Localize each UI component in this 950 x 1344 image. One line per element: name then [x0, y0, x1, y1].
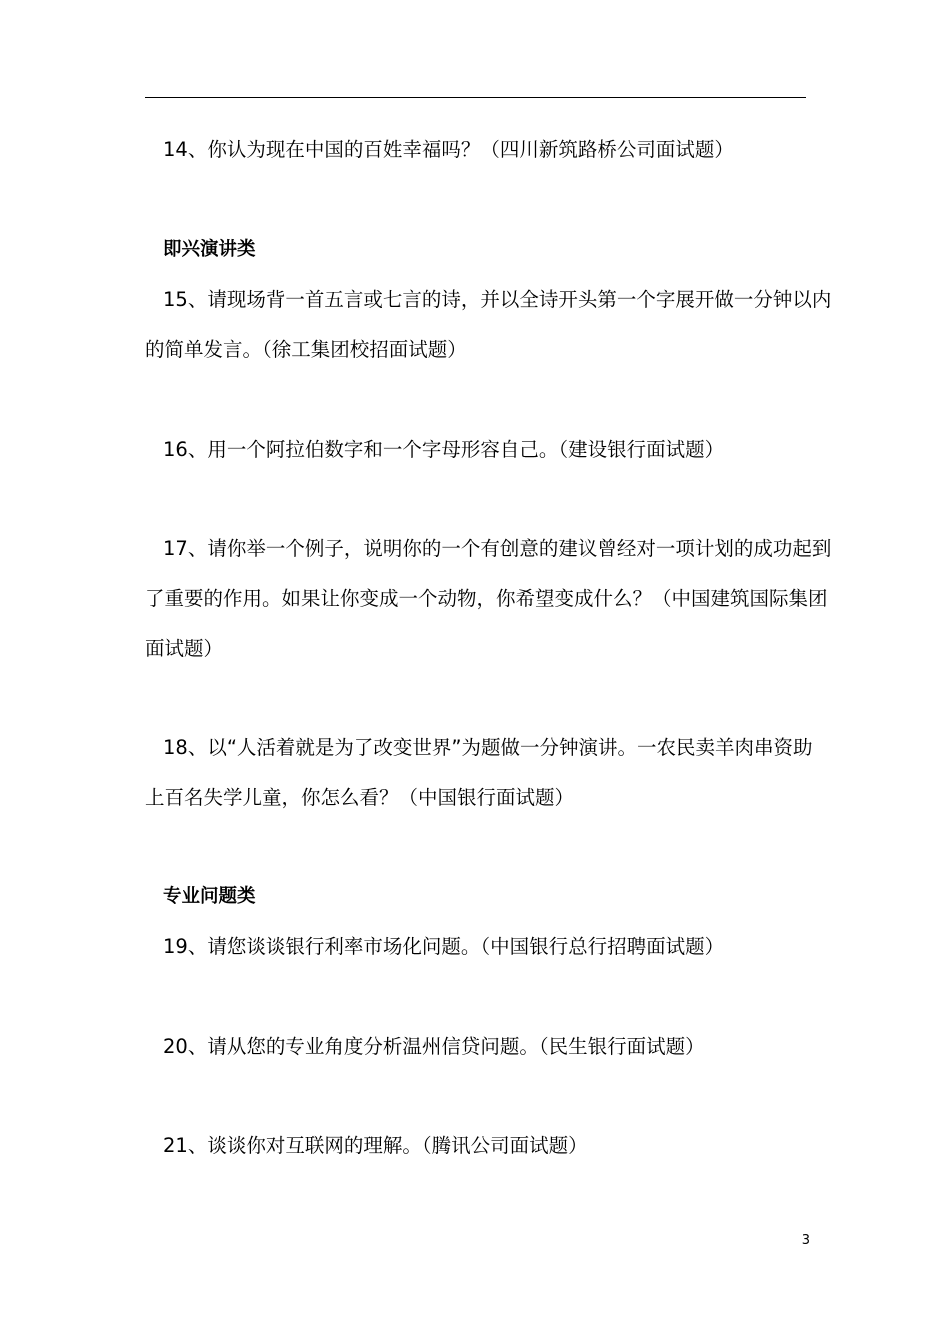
question-17-line-2: 了重要的作用。如果让你变成一个动物，你希望变成什么？（中国建筑国际集团 — [145, 587, 828, 610]
question-15-line-1: 15、请现场背一首五言或七言的诗，并以全诗开头第一个字展开做一分钟以内 — [163, 288, 832, 311]
section-heading-professional-questions: 专业问题类 — [163, 886, 256, 907]
section-heading-impromptu-speech: 即兴演讲类 — [163, 239, 256, 260]
question-20: 20、请从您的专业角度分析温州信贷问题。（民生银行面试题） — [163, 1035, 705, 1058]
question-21: 21、谈谈你对互联网的理解。（腾讯公司面试题） — [163, 1134, 588, 1157]
question-14: 14、你认为现在中国的百姓幸福吗？（四川新筑路桥公司面试题） — [163, 138, 734, 161]
page-number: 3 — [801, 1233, 810, 1248]
question-17-line-1: 17、请你举一个例子，说明你的一个有创意的建议曾经对一项计划的成功起到 — [163, 537, 832, 560]
question-19: 19、请您谈谈银行利率市场化问题。（中国银行总行招聘面试题） — [163, 935, 725, 958]
question-18-line-2: 上百名失学儿童，你怎么看？（中国银行面试题） — [145, 786, 575, 809]
header-rule — [145, 97, 806, 98]
question-17-line-3: 面试题） — [145, 637, 224, 660]
question-15-line-2: 的简单发言。（徐工集团校招面试题） — [145, 338, 467, 361]
question-18-line-1: 18、以“人活着就是为了改变世界”为题做一分钟演讲。一农民卖羊肉串资助 — [163, 736, 813, 759]
question-16: 16、用一个阿拉伯数字和一个字母形容自己。（建设银行面试题） — [163, 438, 725, 461]
